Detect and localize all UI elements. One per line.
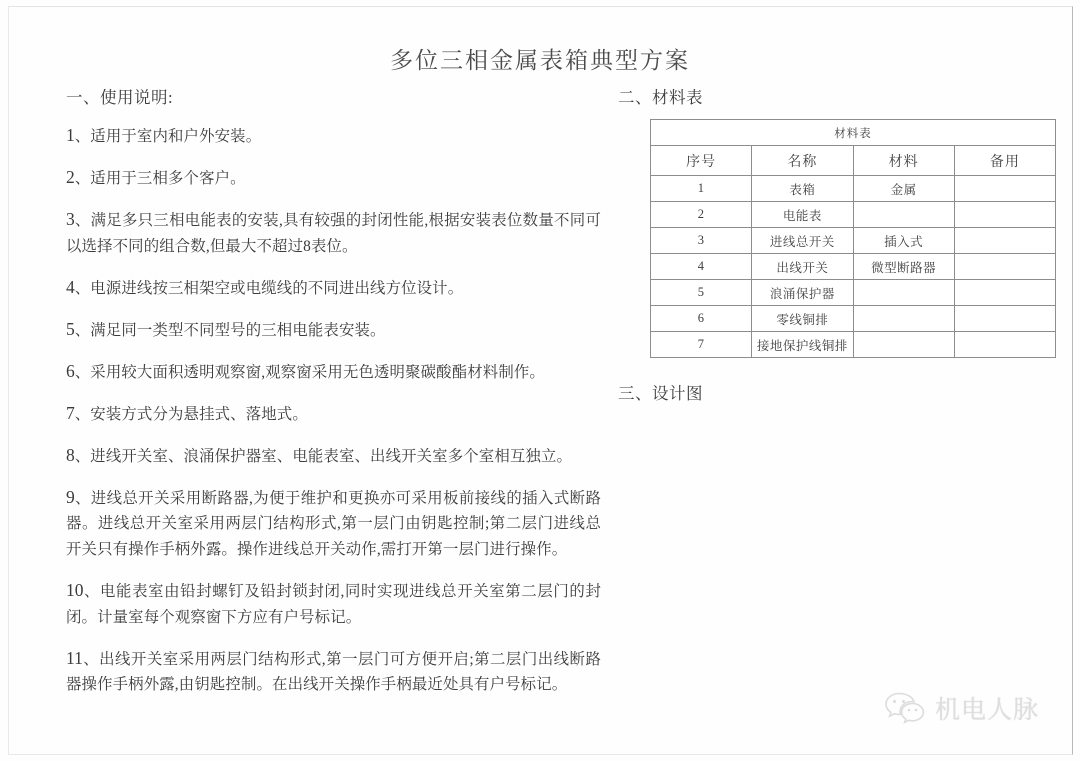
cell-note [954, 332, 1055, 358]
cell-name: 零线铜排 [752, 306, 853, 332]
wechat-icon [884, 691, 926, 725]
cell-note [954, 254, 1055, 280]
cell-name: 电能表 [752, 202, 853, 228]
table-row [651, 306, 1056, 332]
clause-text: 、满足同一类型不同型号的三相电能表安装。 [74, 321, 386, 339]
cell-note [954, 228, 1055, 254]
table-title: 材料表 [651, 120, 1056, 146]
table-header-row [651, 146, 1056, 176]
clause-number: 10 [66, 580, 84, 601]
cell-name: 浪涌保护器 [752, 280, 853, 306]
column-header-index: 序号 [651, 146, 752, 176]
clause-text: 、适用于三相多个客户。 [74, 170, 246, 188]
clause-number: 6 [66, 360, 75, 381]
clause-text: 、电源进线按三相架空或电缆线的不同进出线方位设计。 [74, 279, 464, 297]
cell-material [853, 306, 954, 332]
materials-section [618, 84, 1058, 404]
table-row [651, 228, 1056, 254]
watermark [884, 690, 1039, 726]
column-header-note: 备用 [954, 146, 1055, 176]
cell-material: 插入式 [853, 228, 954, 254]
cell-note [954, 306, 1055, 332]
clause-11 [66, 646, 601, 698]
table-row [651, 280, 1056, 306]
clause-number: 1 [66, 125, 75, 146]
clause-9 [66, 485, 601, 563]
clause-4 [66, 275, 601, 302]
clause-number: 2 [66, 167, 75, 188]
clause-number: 4 [66, 276, 75, 297]
clause-2 [66, 165, 601, 192]
cell-index: 7 [651, 332, 752, 358]
cell-name: 接地保护线铜排 [752, 332, 853, 358]
cell-name: 进线总开关 [752, 228, 853, 254]
cell-material: 微型断路器 [853, 254, 954, 280]
clause-10 [66, 578, 601, 630]
column-header-name: 名称 [752, 146, 853, 176]
cell-material: 金属 [853, 176, 954, 202]
table-row [651, 332, 1056, 358]
clause-number: 7 [66, 402, 75, 423]
clause-number: 8 [66, 444, 75, 465]
cell-index: 4 [651, 254, 752, 280]
clause-8 [66, 443, 601, 470]
table-row [651, 202, 1056, 228]
instructions-heading: 一、使用说明: [66, 88, 174, 107]
clause-text: 、电能表室由铅封螺钉及铅封锁封闭,同时实现进线总开关室第二层门的封闭。计量室每个观察窗下方应有户号标记。 [66, 583, 601, 626]
clause-text: 、出线开关室采用两层门结构形式,第一层门可方便开启;第二层门出线断路器操作手柄外露,由钥匙控制。在出线开关操作手柄最近处具有户号标记。 [66, 650, 601, 694]
watermark-text: 机电人脉 [935, 696, 1040, 724]
cell-index: 3 [651, 228, 752, 254]
clause-1 [66, 123, 601, 150]
table-title-row [651, 120, 1056, 146]
cell-index: 6 [651, 306, 752, 332]
clause-number: 5 [66, 318, 75, 339]
clause-6 [66, 359, 601, 386]
cell-note [954, 280, 1055, 306]
clause-number: 3 [66, 209, 75, 230]
cell-note [954, 202, 1055, 228]
clause-text: 、适用于室内和户外安装。 [74, 128, 262, 146]
cell-material [853, 280, 954, 306]
clause-number: 9 [66, 486, 75, 507]
clause-text: 、进线开关室、浪涌保护器室、电能表室、出线开关室多个室相互独立。 [74, 447, 573, 465]
table-row [651, 254, 1056, 280]
clause-5 [66, 317, 601, 344]
clause-7 [66, 401, 601, 428]
cell-name: 出线开关 [752, 254, 853, 280]
cell-material [853, 202, 954, 228]
materials-heading: 二、材料表 [618, 88, 703, 107]
clause-text: 、进线总开关采用断路器,为便于维护和更换亦可采用板前接线的插入式断路器。进线总开关室采用两层门结构形式,第一层门由钥匙控制;第二层门进线总开关只有操作手柄外露。操作进线总开关动作,需打开第一层门进行操作。 [66, 489, 601, 559]
table-row [651, 176, 1056, 202]
clause-text: 、采用较大面积透明观察窗,观察窗采用无色透明聚碳酸酯材料制作。 [74, 363, 545, 381]
column-header-material: 材料 [853, 146, 954, 176]
cell-note [954, 176, 1055, 202]
clause-number: 11 [66, 647, 83, 668]
instructions-section [66, 84, 601, 699]
materials-table-wrapper [650, 119, 1058, 358]
materials-table [650, 119, 1056, 358]
cell-name: 表箱 [752, 176, 853, 202]
clause-text: 、安装方式分为悬挂式、落地式。 [74, 405, 308, 423]
design-heading: 三、设计图 [618, 384, 703, 403]
clause-3 [66, 207, 601, 259]
cell-index: 5 [651, 280, 752, 306]
cell-index: 2 [651, 202, 752, 228]
cell-index: 1 [651, 176, 752, 202]
page-title: 多位三相金属表箱典型方案 [390, 48, 690, 73]
cell-material [853, 332, 954, 358]
clause-text: 、满足多只三相电能表的安装,具有较强的封闭性能,根据安装表位数量不同可以选择不同的组合数,但最大不超过8表位。 [66, 212, 601, 255]
